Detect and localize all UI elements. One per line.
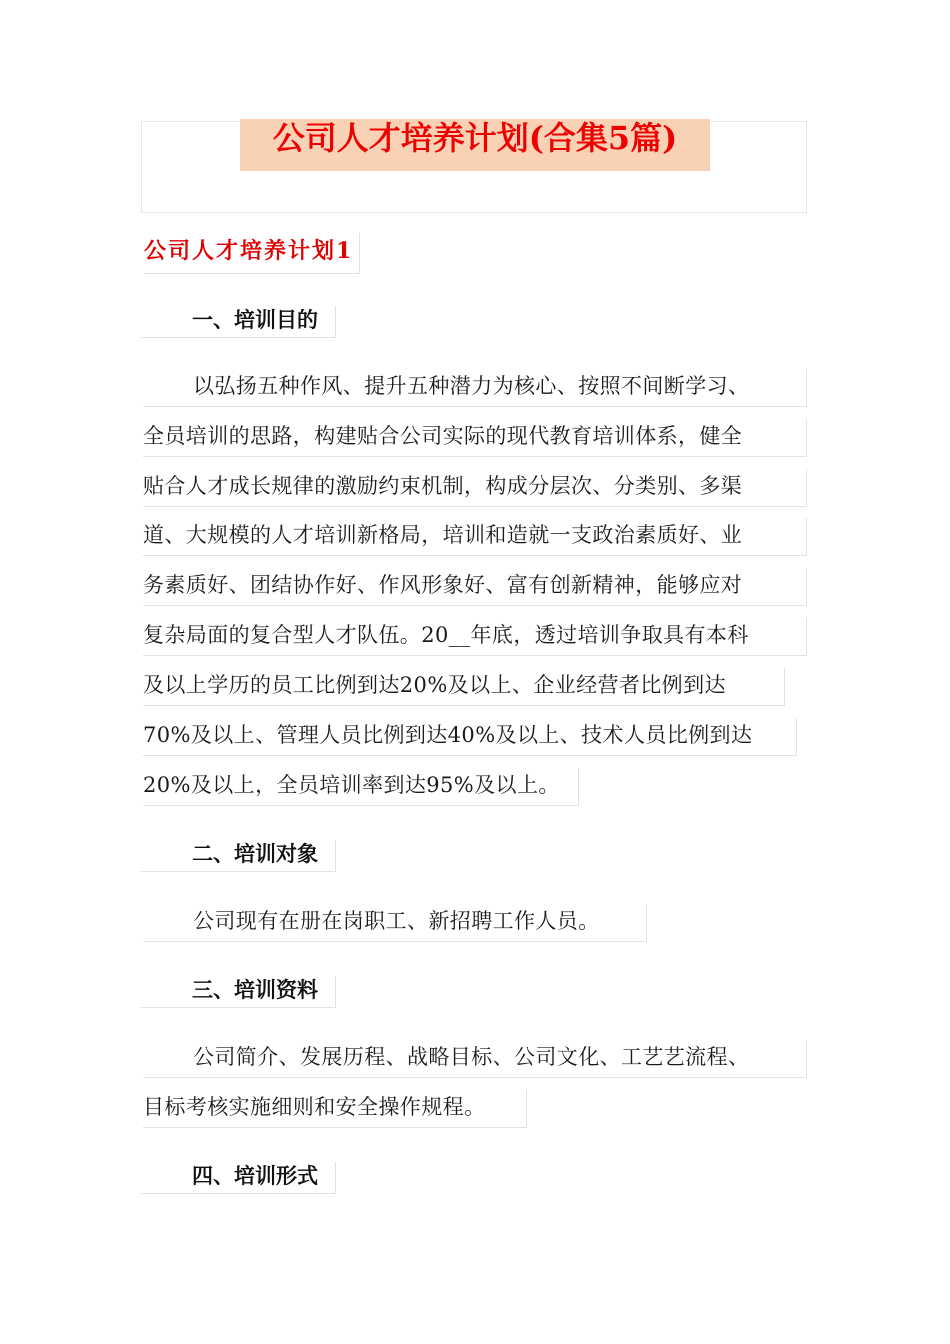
- paragraph-line: 70%及以上、管理人员比例到达40%及以上、技术人员比例到达: [143, 718, 797, 756]
- paragraph-line: 20%及以上，全员培训率到达95%及以上。: [143, 768, 579, 806]
- section-heading: [141, 976, 336, 1008]
- section-heading-text: 二、培训对象: [192, 842, 318, 866]
- section-heading: [141, 840, 336, 872]
- paragraph-line: 道、大规模的人才培训新格局，培训和造就一支政治素质好、业: [143, 518, 807, 556]
- paragraph-line: 公司简介、发展历程、战略目标、公司文化、工艺艺流程、: [143, 1040, 807, 1078]
- section-heading: [141, 1162, 336, 1194]
- document-title: 公司人才培养计划(合集5篇): [272, 119, 678, 157]
- paragraph-line: 全员培训的思路，构建贴合公司实际的现代教育培训体系，健全: [143, 419, 807, 457]
- plan-subtitle: 公司人才培养计划1: [144, 233, 360, 274]
- paragraph-line: 及以上学历的员工比例到达20%及以上、企业经营者比例到达: [143, 668, 785, 706]
- section-heading-text: 三、培训资料: [192, 978, 318, 1002]
- paragraph-line: 务素质好、团结协作好、作风形象好、富有创新精神，能够应对: [143, 568, 807, 606]
- section-heading-text: 四、培训形式: [192, 1164, 318, 1188]
- paragraph-line: 公司现有在册在岗职工、新招聘工作人员。: [143, 904, 647, 942]
- paragraph-line: 目标考核实施细则和安全操作规程。: [143, 1090, 527, 1128]
- paragraph-line: 以弘扬五种作风、提升五种潜力为核心、按照不间断学习、: [143, 369, 807, 407]
- paragraph-line: 贴合人才成长规律的激励约束机制，构成分层次、分类别、多渠: [143, 469, 807, 507]
- section-heading-text: 一、培训目的: [192, 308, 318, 332]
- paragraph-line: 复杂局面的复合型人才队伍。20__年底，透过培训争取具有本科: [143, 618, 807, 656]
- section-heading: [141, 306, 336, 338]
